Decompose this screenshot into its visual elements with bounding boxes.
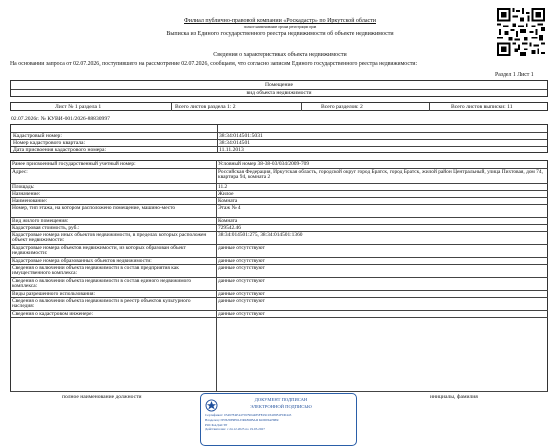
sheet-number: Лист № 1 раздела 1 — [55, 104, 102, 110]
total-sheets-extract: Всего листов выписки: 11 — [451, 104, 513, 110]
row-value: 38:34:014501:275, 38:34:014501:1360 — [218, 231, 303, 238]
row-label: Сведения о включении объекта недвижимости в состав единого недвижимого комплекса: — [12, 277, 192, 290]
row-value: Комната — [218, 197, 238, 204]
table-row — [10, 311, 548, 318]
stamp-line1: ДОКУМЕНТ ПОДПИСАН — [254, 397, 308, 402]
total-sheets-section: Всего листов раздела 1: 2 — [175, 104, 236, 110]
table-row — [10, 265, 548, 278]
table-row — [10, 232, 548, 245]
row-label: Сведения о включении объекта недвижимости в состав предприятия как имущественного комплекса: — [12, 264, 179, 277]
org-subnote: полное наименование органа регистрации прав — [243, 25, 317, 29]
row-label: Назначение: — [12, 190, 41, 197]
row-value: 38:34:014501 — [219, 140, 251, 146]
object-type: Помещение — [264, 82, 293, 88]
table-row — [10, 184, 548, 191]
row-value: данные отсутствуют — [218, 264, 265, 271]
table-row — [10, 258, 548, 265]
row-label: Кадастровые номера образованных объектов недвижимости: — [12, 257, 152, 264]
row-value: Жилое — [218, 190, 234, 197]
row-label: Кадастровые номера иных объектов недвижимости, в пределах которых расположен объект недвижимости: — [12, 231, 207, 244]
table-row — [10, 218, 548, 225]
doc-number: 02.07.2026г. № КУВИ-001/2026-88830997 — [11, 116, 110, 122]
row-label: Адрес: — [12, 168, 28, 175]
row-label: Номер кадастрового квартала: — [13, 140, 86, 146]
position-label: полное наименование должности — [62, 394, 142, 400]
total-sections: Всего разделов: 2 — [321, 104, 363, 110]
stamp-cert: Сертификат: 05497E4E447597904485FE29193405B1FD0443 — [205, 413, 292, 417]
section-title: Сведения о характеристиках объекта недвижимости — [213, 52, 347, 58]
row-label: Сведения о включении объекта недвижимости в реестр объектов культурного наследия: — [12, 297, 191, 310]
org-title: Филиал публично-правовой компании «Роскадастр» по Иркутской области — [184, 18, 376, 24]
stamp-valid: Действителен: с 24.12.2025 по 19.03.2027 — [205, 427, 265, 431]
row-value: Российская Федерация, Иркутская область, городской округ город Братск, город Братск, жилой район Центральный, улица Пихтовая, дом 74, квартира 94, комната 2 — [218, 168, 543, 181]
stamp-line2: ЭЛЕКТРОННОЙ ПОДПИСЬЮ — [250, 404, 312, 409]
section-label: Раздел 1 Лист 1 — [495, 72, 534, 78]
row-label: Сведения о кадастровом инженере: — [12, 310, 94, 317]
row-value: данные отсутствуют — [218, 257, 265, 264]
row-label: Кадастровая стоимость, руб.: — [12, 224, 80, 231]
row-label: Наименование: — [12, 197, 48, 204]
row-label: Кадастровый номер: — [13, 133, 62, 139]
intro-text: На основании запроса от 02.07.2026, поступившего на рассмотрение 02.07.2026, сообщаем, что согласно записям Единого государственного реестра недвижимости: — [10, 61, 418, 67]
cadastral-table — [10, 124, 548, 153]
name-label: инициалы, фамилия — [430, 394, 478, 400]
table-row — [10, 245, 548, 258]
row-value: 11.2 — [218, 183, 228, 190]
table-row — [10, 198, 548, 205]
table-row — [10, 169, 548, 184]
row-value: Условный номер 38-38-03/034/2009-709 — [218, 160, 310, 167]
row-label: Ранее присвоенный государственный учетный номер: — [12, 160, 136, 167]
table-row — [10, 278, 548, 291]
stamp-owner2: РОСКАДАСТР — [205, 422, 228, 427]
row-value: Этаж № 4 — [218, 204, 241, 211]
object-type-subtitle: вид объекта недвижимости — [246, 90, 312, 96]
row-label: Кадастровые номера объектов недвижимости, из которых образован объект недвижимости: — [12, 244, 186, 257]
object-type-box — [10, 80, 548, 97]
row-label: Вид жилого помещения: — [12, 217, 69, 224]
table-row — [10, 205, 548, 218]
sheets-row — [10, 102, 548, 111]
row-value: 38:34:014501:5031 — [219, 133, 263, 139]
row-value: Комната — [218, 217, 238, 224]
stamp-owner: Владелец: ПУБЛИЧНО-ПРАВОВАЯ КОМПАНИЯ — [205, 418, 279, 422]
table-row — [10, 298, 548, 311]
table-row — [10, 291, 548, 298]
row-value: данные отсутствуют — [218, 290, 265, 297]
row-label: Виды разрешенного использования: — [12, 290, 95, 297]
row-value: данные отсутствуют — [218, 277, 265, 284]
row-label: Дата присвоения кадастрового номера: — [13, 146, 107, 153]
row-value: 11.11.2013 — [219, 146, 244, 153]
extract-title: Выписка из Единого государственного реестра недвижимости об объекте недвижимости — [166, 31, 394, 37]
table-row — [10, 225, 548, 232]
table-row — [10, 191, 548, 198]
row-label: Площадь: — [12, 183, 35, 190]
row-value: данные отсутствуют — [218, 310, 265, 317]
row-value: данные отсутствуют — [218, 297, 265, 304]
row-label: Номер, тип этажа, на котором расположено помещение, машино-место — [12, 204, 176, 211]
row-value: 729542.46 — [218, 224, 241, 231]
table-row — [10, 161, 548, 169]
signature-stamp — [200, 393, 357, 446]
row-value: данные отсутствуют — [218, 244, 265, 251]
